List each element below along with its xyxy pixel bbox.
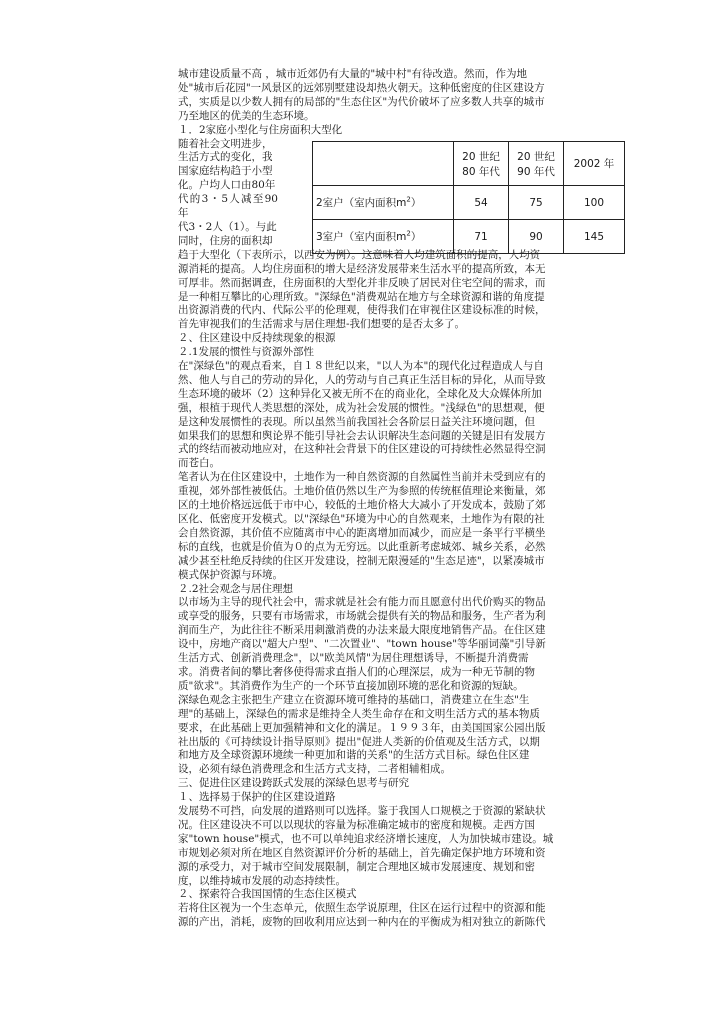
paragraph: 在"深绿色"的观点看来，自１８世纪以来，"以人为本"的现代化过程造成人与自 然、他人与自己的劳动的异化，人的劳动与自己真正生活目标的异化，从而导致 生态环境的破坏（2）这种异化又被无所不在的商业化，全球化及大众媒体所加 强，根植于现代人类思想的深处，成为社会发展的惯性。"浅绿色"的思想观，便 是这种发展惯性的表现。所以虽然当前我国社会各阶层日益关注环境问题，但 如果我们的思想和舆论界不能引导社会去认识解决生态问题的关键是旧有发展方 式的终结而被动地应对，在这种社会背景下的住区建设的可持续性必然显得空洞 而苍白。 bbox=[178, 360, 546, 470]
table-row bbox=[313, 220, 625, 254]
paragraph: 若将住区视为一个生态单元，依照生态学说原理，住区在运行过程中的资源和能 源的产出，消耗，废物的回收利用应达到一种内在的平衡成为相对独立的新陈代 bbox=[178, 902, 546, 929]
table-corner-cell bbox=[313, 142, 454, 186]
intro-paragraph: 城市建设质量不高 ，城市近郊仍有大量的"城中村"有待改造。然而，作为地 处"城市后花园"一风景区的远郊别墅建设却热火朝天。这种低密度的住区建设方 式，实质是以少数人拥有的局部的"生态住区"为代价破坏了应多数人共享的城市 乃至地区的优美的生态环境。 bbox=[178, 68, 545, 122]
row-label: 2室户（室内面积$m^2$） bbox=[313, 186, 454, 220]
section-heading: 三、促进住区建设跨跃式发展的深绿色思考与研究 bbox=[178, 777, 409, 790]
table-cell: 54 bbox=[454, 186, 509, 220]
subsection-heading: ２、探索符合我国国情的生态住区模式 bbox=[178, 888, 357, 901]
row-label: 3室户（室内面积$m^2$） bbox=[313, 220, 454, 254]
subsection-heading: ２.1发展的惯性与资源外部性 bbox=[178, 346, 315, 359]
housing-area-table bbox=[312, 141, 625, 254]
table-cell: 90 bbox=[509, 220, 564, 254]
table-cell: 100 bbox=[564, 186, 625, 220]
subsection-heading: １、选择易于保护的住区建设道路 bbox=[178, 791, 336, 804]
section-heading: １．2家庭小型化与住房面积大型化 bbox=[178, 123, 343, 136]
float-text-block: 随着社会文明进步， 生活方式的变化，我 国家庭结构趋于小型 化。户均人口由80年 代的3・5人减至90年 代3・2人（1）。与此 同时，住房的面积却 bbox=[178, 137, 278, 247]
header-line: 20 世纪 90 年代 bbox=[517, 150, 555, 178]
table-header-cell bbox=[454, 142, 509, 186]
header-line: 20 世纪 80 年代 bbox=[462, 150, 500, 178]
subsection-heading: ２.2社会观念与居住理想 bbox=[178, 582, 294, 595]
table-cell: 145 bbox=[564, 220, 625, 254]
table-cell: 75 bbox=[509, 186, 564, 220]
paragraph: 深绿色观念主张把生产建立在资源环境可维持的基础口，消费建立在生态"生 理"的基础上，深绿色的需求是维持全人类生命存在和文明生活方式的基本物质 要求，在此基础上更加强精神和文化的满足。１９９３年，由美国国家公园出版 社出版的《可持续设计指导原则》提出"促进人类新的价值观及生活方式，以期 和地方及全球资源环境续一种更加和谐的关系"的生活方式目标。绿色住区建 设，必须有绿色消费理念和生活方式支持，二者相辅相成。 bbox=[178, 693, 546, 776]
paragraph: 笔者认为在住区建设中，土地作为一种自然资源的自然属性当前并未受到应有的 重视，郊外部性被低估。土地价值仍然以生产为参照的传统框值理论来衡量，郊 区的土地价格远远低于市中心，较低的土地价格大大减小了开发成本，鼓励了郊 区化、低密度开发模式。以"深绿色"环境为中心的自然观来，土地作为有限的社 会自然资源，其价值不应随离市中心的距离增加而减少，而应是一条平行平横坐 标的直线，也就是价值为０的点为无穷远。以此重新考虑城郊、城乡关系，必然 减少甚至杜绝反持续的住区开发建设，控制无限漫延的"生态足迹"，以紧凑城市 模式保护资源与环境。 bbox=[178, 471, 546, 581]
table-row bbox=[313, 186, 625, 220]
table-header-row bbox=[313, 142, 625, 186]
table-cell: 71 bbox=[454, 220, 509, 254]
paragraph: 趋于大型化（下表所示，以西安为例）。这意味着人均建筑面积的提高，人均资 源消耗的提高。人均住房面积的增大是经济发展带来生活水平的提高所致，本无 可厚非。然而据调查，住房面积的大型化并非反映了居民对住宅空间的需求，而 是一种相互攀比的心理所致。"深绿色"消费观站在地方与全球资源和谐的角度提 出资源消费的代内、代际公平的伦理观，使得我们在审视住区建设标准的时候， 首先审视我们的生活需求与居住理想-我们想要的是否太多了。 bbox=[178, 248, 546, 331]
paragraph: 发展势不可挡，向发展的道路则可以选择。鉴于我国人口规模之于资源的紧缺状 况。住区建设决不可以以现状的容量为标准确定城市的密度和规模。走西方国 家"town house"模式，也不可以单纯追求经济增长速度，人为加快城市建设。城 市规划必须对所在地区自然资源评价分析的基础上，首先确定保护地方环境和资 源的承受力，对于城市空间发展限制，制定合理地区城市发展速度、规划和密 度，以维持城市发展的动态持续性。 bbox=[178, 805, 554, 887]
paragraph: 以市场为主导的现代社会中，需求就是社会有能力而且愿意付出代价购买的物品 或享受的服务，只要有市场需求，市场就会提供有关的物品和服务，生产者为利 润而生产，为此往往不断采用刺激消费的办法来最大限度地销售产品。在住区建 设中，房地产商以"超大户型"、"二次置业"、"town house"等华丽词藻"引导新 生活方式、创新消费理念"，以"欧美风情"为居住理想诱导，不断提升消费需 求。消费者间的攀比奢侈使得需求直指人们的心理深层，成为一种无节制的物 质"欲求"。其消费作为生产的一个环节直接加剧环境的恶化和资源的短缺。 bbox=[178, 596, 546, 692]
table-header-cell bbox=[509, 142, 564, 186]
section-heading: ２、住区建设中反持续现象的根源 bbox=[178, 332, 336, 345]
table-header-cell: 2002 年 bbox=[564, 142, 625, 186]
